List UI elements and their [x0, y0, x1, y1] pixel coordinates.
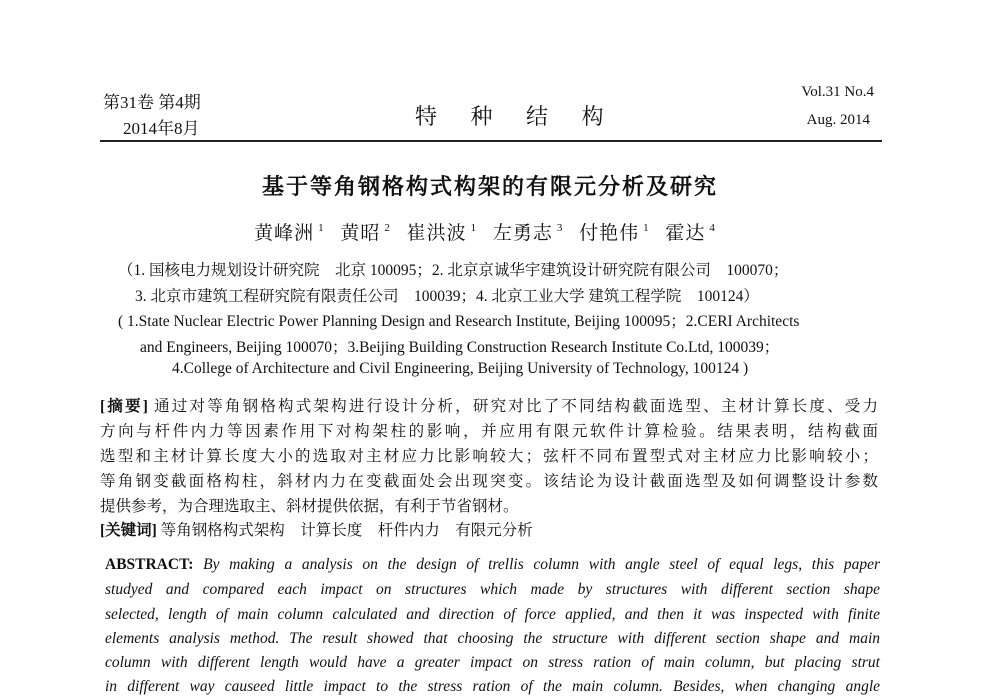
date-en: Aug. 2014: [806, 112, 870, 128]
abstract-cn-line: 等角钢变截面格构柱，斜材内力在变截面处会出现突变。该结论为设计截面选型及如何调整设计参数: [100, 473, 878, 490]
author-list: 黄峰洲 $^1$ 黄昭 $^2$ 崔洪波 $^1$ 左勇志 $^3$ 付艳伟 $^1$ 霍达 $^4$: [254, 222, 716, 244]
abstract-en-line: studyed and compared each impact on structures which made by structures with different section shape: [105, 581, 880, 598]
affiliation-en-line: and Engineers, Beijing 100070；3.Beijing Building Construction Research Institute Co.Ltd, 100039；: [140, 339, 780, 356]
keywords-label: [关键词]: [100, 522, 157, 539]
volume-issue-en: Vol.31 No.4: [801, 84, 874, 100]
abstract-cn-line: [摘要] 通过对等角钢格构式架构进行设计分析，研究对比了不同结构截面选型、主材计算长度、受力: [100, 398, 879, 415]
affiliation-en-line: ( 1.State Nuclear Electric Power Planning Design and Research Institute, Beijing 100095；2.CERI Architects: [118, 313, 800, 330]
keywords-cn: [关键词] 等角钢格构式架构 计算长度 杆件内力 有限元分析: [100, 522, 533, 539]
abstract-en-label: ABSTRACT:: [105, 556, 194, 573]
abstract-en-line: column with different length would have a greater impact on stress ration of main column, but placing strut: [105, 654, 880, 671]
author: 付艳伟: [579, 223, 640, 244]
abstract-en-line: elements analysis method. The result showed that choosing the structure with different section shape and main: [105, 630, 880, 647]
abstract-en-line: selected, length of main column calculated and direction of force applied, and then it was inspected with finite: [105, 606, 880, 623]
paper-title: 基于等角钢格构式构架的有限元分析及研究: [261, 174, 718, 199]
abstract-cn-line: 选型和主材计算长度大小的选取对主材应力比影响较大；弦杆不同布置型式对主材应力比影响较小；: [100, 448, 878, 465]
author: 左勇志: [492, 223, 553, 244]
journal-name: 特 种 结 构: [415, 104, 618, 129]
date-cn: 2014年8月: [123, 119, 200, 138]
abstract-cn-line: 方向与杆件内力等因素作用下对构架柱的影响，并应用有限元软件计算检验。结果表明，结构截面: [100, 423, 878, 440]
header-rule: [100, 140, 882, 142]
author: 崔洪波: [406, 223, 467, 244]
author: 霍达: [665, 223, 706, 244]
abstract-en-line: ABSTRACT: By making a analysis on the design of trellis column with angle steel of equal legs, this paper: [105, 556, 881, 573]
abstract-cn-line: 提供参考，为合理选取主、斜材提供依据，有利于节省钢材。: [100, 498, 519, 515]
abstract-en-line: in different way causeed little impact to the stress ration of the main column. Besides, when changing angle: [105, 678, 880, 695]
abstract-cn-label: [摘要]: [100, 398, 148, 415]
author: 黄昭: [340, 223, 381, 244]
affiliation-cn-line: （1. 国核电力规划设计研究院 北京 100095；2. 北京京诚华宇建筑设计研究院有限公司 100070；: [118, 262, 789, 279]
affiliation-en-line: 4.College of Architecture and Civil Engineering, Beijing University of Technology, 100124 ): [172, 360, 749, 377]
author: 黄峰洲: [254, 223, 315, 244]
affiliation-cn-line: 3. 北京市建筑工程研究院有限责任公司 100039；4. 北京工业大学 建筑工程学院 100124）: [135, 288, 759, 305]
volume-issue-cn: 第31卷 第4期: [103, 93, 201, 112]
